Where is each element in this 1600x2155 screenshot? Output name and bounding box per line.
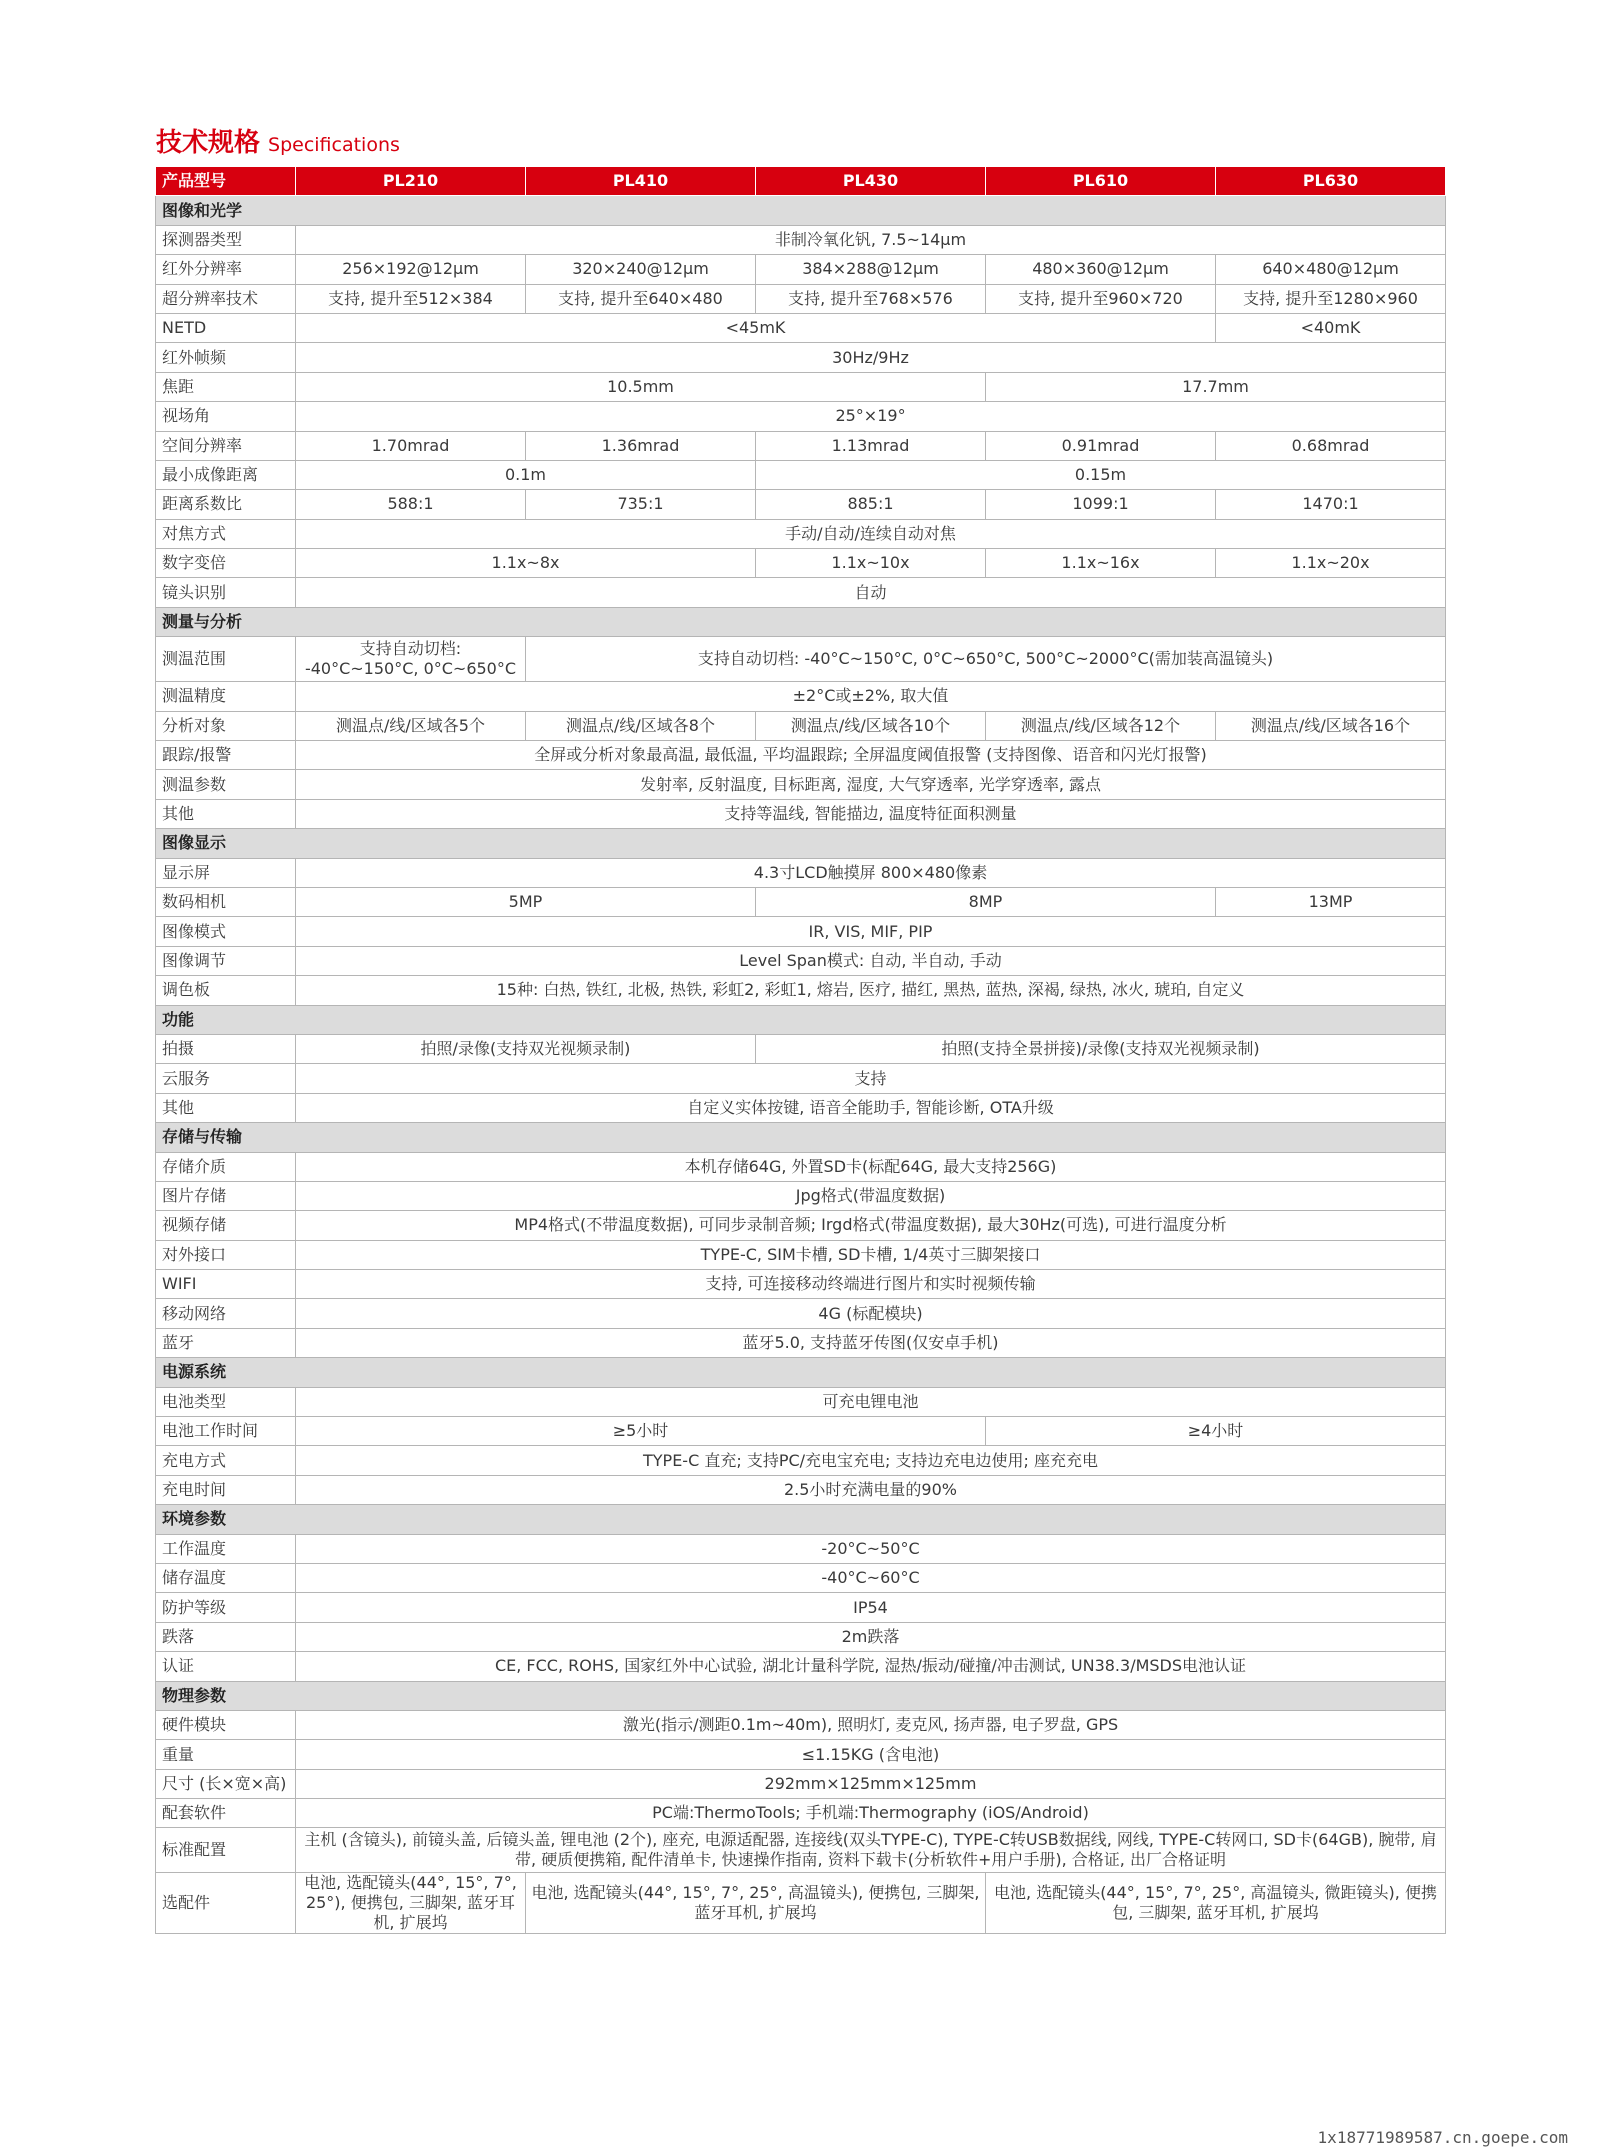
spec-value: 256×192@12μm [296, 255, 526, 284]
spec-label: 探测器类型 [156, 225, 296, 254]
spec-row [156, 1534, 1446, 1563]
spec-row [156, 1799, 1446, 1828]
spec-row [156, 1152, 1446, 1181]
spec-label: 其他 [156, 799, 296, 828]
spec-label: 储存温度 [156, 1563, 296, 1592]
spec-row [156, 741, 1446, 770]
spec-label: 蓝牙 [156, 1328, 296, 1357]
spec-label: 数字变倍 [156, 549, 296, 578]
spec-value: TYPE-C, SIM卡槽, SD卡槽, 1/4英寸三脚架接口 [296, 1240, 1446, 1269]
section-title: 图像显示 [156, 829, 1446, 858]
spec-value: 0.1m [296, 460, 756, 489]
spec-label: WIFI [156, 1270, 296, 1299]
spec-row [156, 549, 1446, 578]
spec-value: 292mm×125mm×125mm [296, 1769, 1446, 1798]
spec-value: 支持自动切档: -40°C~150°C, 0°C~650°C [296, 637, 526, 682]
spec-value: Jpg格式(带温度数据) [296, 1181, 1446, 1210]
section-title: 物理参数 [156, 1681, 1446, 1710]
spec-value: MP4格式(不带温度数据), 可同步录制音频; Irgd格式(带温度数据), 最大30Hz(可选), 可进行温度分析 [296, 1211, 1446, 1240]
spec-label: 图像模式 [156, 917, 296, 946]
spec-row [156, 578, 1446, 607]
spec-value: 电池, 选配镜头(44°, 15°, 7°, 25°), 便携包, 三脚架, 蓝牙耳机, 扩展坞 [296, 1873, 526, 1934]
spec-label: 防护等级 [156, 1593, 296, 1622]
spec-table [155, 166, 1446, 1934]
spec-value: <45mK [296, 313, 1216, 342]
spec-value: 2.5小时充满电量的90% [296, 1475, 1446, 1504]
model-name: PL430 [756, 167, 986, 196]
spec-value: 384×288@12μm [756, 255, 986, 284]
spec-value: 1.70mrad [296, 431, 526, 460]
spec-value: 测温点/线/区域各8个 [526, 711, 756, 740]
spec-row [156, 1211, 1446, 1240]
spec-label: 充电时间 [156, 1475, 296, 1504]
spec-label: 认证 [156, 1652, 296, 1681]
spec-row [156, 313, 1446, 342]
section-title: 存储与传输 [156, 1123, 1446, 1152]
spec-row [156, 711, 1446, 740]
spec-value: 735:1 [526, 490, 756, 519]
spec-label: 重量 [156, 1740, 296, 1769]
spec-value: 10.5mm [296, 372, 986, 401]
spec-label: 跌落 [156, 1622, 296, 1651]
spec-label: 测温参数 [156, 770, 296, 799]
spec-value: 拍照/录像(支持双光视频录制) [296, 1034, 756, 1063]
spec-row [156, 1299, 1446, 1328]
spec-row [156, 1270, 1446, 1299]
spec-value: 885:1 [756, 490, 986, 519]
model-name: PL410 [526, 167, 756, 196]
spec-row [156, 976, 1446, 1005]
spec-value: ±2°C或±2%, 取大值 [296, 682, 1446, 711]
spec-label: 充电方式 [156, 1446, 296, 1475]
spec-value: IP54 [296, 1593, 1446, 1622]
spec-label: NETD [156, 313, 296, 342]
title-cn: 技术规格 [156, 128, 261, 158]
spec-value: 电池, 选配镜头(44°, 15°, 7°, 25°, 高温镜头, 微距镜头), 便携包, 三脚架, 蓝牙耳机, 扩展坞 [986, 1873, 1446, 1934]
spec-value: -20°C~50°C [296, 1534, 1446, 1563]
spec-value: 自动 [296, 578, 1446, 607]
spec-row [156, 1710, 1446, 1739]
spec-row [156, 490, 1446, 519]
spec-value: 测温点/线/区域各5个 [296, 711, 526, 740]
spec-row [156, 887, 1446, 916]
spec-value: 支持自动切档: -40°C~150°C, 0°C~650°C, 500°C~2000°C(需加装高温镜头) [526, 637, 1446, 682]
spec-value: 1.1x~10x [756, 549, 986, 578]
spec-value: 1.13mrad [756, 431, 986, 460]
spec-row [156, 343, 1446, 372]
spec-value: 0.91mrad [986, 431, 1216, 460]
spec-value: IR, VIS, MIF, PIP [296, 917, 1446, 946]
spec-value: 8MP [756, 887, 1216, 916]
spec-value: 1.1x~16x [986, 549, 1216, 578]
watermark-url: 1x18771989587.cn.goepe.com [1317, 2128, 1568, 2147]
spec-label: 测温范围 [156, 637, 296, 682]
spec-value: 4G (标配模块) [296, 1299, 1446, 1328]
spec-row [156, 1328, 1446, 1357]
spec-row [156, 1873, 1446, 1934]
spec-row [156, 1181, 1446, 1210]
spec-value: 手动/自动/连续自动对焦 [296, 519, 1446, 548]
spec-row [156, 431, 1446, 460]
spec-label: 移动网络 [156, 1299, 296, 1328]
spec-label: 显示屏 [156, 858, 296, 887]
spec-row [156, 1093, 1446, 1122]
spec-value: 0.15m [756, 460, 1446, 489]
spec-value: 支持, 可连接移动终端进行图片和实时视频传输 [296, 1270, 1446, 1299]
spec-label: 跟踪/报警 [156, 741, 296, 770]
model-name: PL610 [986, 167, 1216, 196]
spec-label: 测温精度 [156, 682, 296, 711]
spec-label: 距离系数比 [156, 490, 296, 519]
spec-value: 588:1 [296, 490, 526, 519]
spec-value: 可充电锂电池 [296, 1387, 1446, 1416]
spec-value: 拍照(支持全景拼接)/录像(支持双光视频录制) [756, 1034, 1446, 1063]
spec-value: 0.68mrad [1216, 431, 1446, 460]
spec-value: 5MP [296, 887, 756, 916]
spec-label: 图片存储 [156, 1181, 296, 1210]
spec-row [156, 284, 1446, 313]
spec-value: 电池, 选配镜头(44°, 15°, 7°, 25°, 高温镜头), 便携包, 三脚架, 蓝牙耳机, 扩展坞 [526, 1873, 986, 1934]
spec-value: 主机 (含镜头), 前镜头盖, 后镜头盖, 锂电池 (2个), 座充, 电源适配器, 连接线(双头TYPE-C), TYPE-C转USB数据线, 网线, TYPE-C转网口, SD卡(64GB), 腕带, 肩带, 硬质便携箱, 配件清单卡, 快速操作指南, 资料下载卡(分析软件+用户手册), 合格证, 出厂合格证明 [296, 1828, 1446, 1873]
model-name: PL630 [1216, 167, 1446, 196]
spec-row [156, 1064, 1446, 1093]
spec-row [156, 1769, 1446, 1798]
spec-value: 17.7mm [986, 372, 1446, 401]
spec-value: 支持, 提升至512×384 [296, 284, 526, 313]
section-title: 图像和光学 [156, 196, 1446, 225]
section-row [156, 196, 1446, 225]
spec-value: 测温点/线/区域各16个 [1216, 711, 1446, 740]
spec-value: 本机存储64G, 外置SD卡(标配64G, 最大支持256G) [296, 1152, 1446, 1181]
spec-label: 最小成像距离 [156, 460, 296, 489]
spec-value: 1.1x~20x [1216, 549, 1446, 578]
spec-value: 1.1x~8x [296, 549, 756, 578]
spec-value: ≤1.15KG (含电池) [296, 1740, 1446, 1769]
spec-label: 云服务 [156, 1064, 296, 1093]
spec-value: 发射率, 反射温度, 目标距离, 湿度, 大气穿透率, 光学穿透率, 露点 [296, 770, 1446, 799]
spec-row [156, 1828, 1446, 1873]
spec-value: 4.3寸LCD触摸屏 800×480像素 [296, 858, 1446, 887]
spec-value: 自定义实体按键, 语音全能助手, 智能诊断, OTA升级 [296, 1093, 1446, 1122]
spec-value: 蓝牙5.0, 支持蓝牙传图(仅安卓手机) [296, 1328, 1446, 1357]
section-row [156, 1123, 1446, 1152]
spec-row [156, 682, 1446, 711]
spec-value: 激光(指示/测距0.1m~40m), 照明灯, 麦克风, 扬声器, 电子罗盘, GPS [296, 1710, 1446, 1739]
spec-value: ≥4小时 [986, 1417, 1446, 1446]
spec-label: 电池工作时间 [156, 1417, 296, 1446]
spec-value: 640×480@12μm [1216, 255, 1446, 284]
spec-row [156, 1387, 1446, 1416]
spec-value: <40mK [1216, 313, 1446, 342]
spec-value: 13MP [1216, 887, 1446, 916]
spec-label: 标准配置 [156, 1828, 296, 1873]
spec-row [156, 1622, 1446, 1651]
header-row [156, 167, 1446, 196]
spec-value: 支持, 提升至960×720 [986, 284, 1216, 313]
spec-value: Level Span模式: 自动, 半自动, 手动 [296, 946, 1446, 975]
spec-row [156, 1652, 1446, 1681]
spec-value: 支持 [296, 1064, 1446, 1093]
section-row [156, 1358, 1446, 1387]
spec-row [156, 372, 1446, 401]
spec-row [156, 225, 1446, 254]
spec-value: -40°C~60°C [296, 1563, 1446, 1592]
spec-label: 空间分辨率 [156, 431, 296, 460]
section-row [156, 1005, 1446, 1034]
spec-row [156, 637, 1446, 682]
spec-label: 焦距 [156, 372, 296, 401]
spec-label: 镜头识别 [156, 578, 296, 607]
section-title: 环境参数 [156, 1505, 1446, 1534]
spec-row [156, 858, 1446, 887]
title-en: Specifications [268, 134, 400, 156]
spec-value: 测温点/线/区域各12个 [986, 711, 1216, 740]
model-name: PL210 [296, 167, 526, 196]
spec-label: 配套软件 [156, 1799, 296, 1828]
spec-row [156, 770, 1446, 799]
spec-value: 支持等温线, 智能描边, 温度特征面积测量 [296, 799, 1446, 828]
page-title [156, 122, 400, 159]
section-title: 测量与分析 [156, 607, 1446, 636]
spec-row [156, 1593, 1446, 1622]
spec-label: 视频存储 [156, 1211, 296, 1240]
section-row [156, 607, 1446, 636]
spec-label: 尺寸 (长×宽×高) [156, 1769, 296, 1798]
spec-label: 其他 [156, 1093, 296, 1122]
spec-value: 15种: 白热, 铁红, 北极, 热铁, 彩虹2, 彩虹1, 熔岩, 医疗, 描红, 黑热, 蓝热, 深褐, 绿热, 冰火, 琥珀, 自定义 [296, 976, 1446, 1005]
spec-label: 图像调节 [156, 946, 296, 975]
spec-value: 320×240@12μm [526, 255, 756, 284]
spec-label: 对外接口 [156, 1240, 296, 1269]
spec-label: 红外分辨率 [156, 255, 296, 284]
spec-value: 480×360@12μm [986, 255, 1216, 284]
spec-value: ≥5小时 [296, 1417, 986, 1446]
spec-label: 红外帧频 [156, 343, 296, 372]
spec-value: 25°×19° [296, 402, 1446, 431]
spec-label: 分析对象 [156, 711, 296, 740]
section-row [156, 829, 1446, 858]
spec-value: 支持, 提升至640×480 [526, 284, 756, 313]
spec-row [156, 255, 1446, 284]
spec-label: 硬件模块 [156, 1710, 296, 1739]
header-label: 产品型号 [156, 167, 296, 196]
spec-label: 工作温度 [156, 1534, 296, 1563]
spec-row [156, 1417, 1446, 1446]
spec-row [156, 402, 1446, 431]
spec-value: TYPE-C 直充; 支持PC/充电宝充电; 支持边充电边使用; 座充充电 [296, 1446, 1446, 1475]
spec-value: 2m跌落 [296, 1622, 1446, 1651]
section-title: 功能 [156, 1005, 1446, 1034]
spec-value: 1.36mrad [526, 431, 756, 460]
spec-value: 1099:1 [986, 490, 1216, 519]
spec-row [156, 946, 1446, 975]
spec-row [156, 1740, 1446, 1769]
spec-row [156, 1034, 1446, 1063]
section-title: 电源系统 [156, 1358, 1446, 1387]
spec-label: 调色板 [156, 976, 296, 1005]
section-row [156, 1681, 1446, 1710]
spec-row [156, 460, 1446, 489]
spec-label: 电池类型 [156, 1387, 296, 1416]
spec-label: 视场角 [156, 402, 296, 431]
spec-value: 非制冷氧化钒, 7.5~14μm [296, 225, 1446, 254]
spec-row [156, 917, 1446, 946]
spec-value: 30Hz/9Hz [296, 343, 1446, 372]
spec-value: 全屏或分析对象最高温, 最低温, 平均温跟踪; 全屏温度阈值报警 (支持图像、语音和闪光灯报警) [296, 741, 1446, 770]
spec-label: 对焦方式 [156, 519, 296, 548]
spec-row [156, 519, 1446, 548]
spec-row [156, 799, 1446, 828]
spec-row [156, 1446, 1446, 1475]
spec-value: CE, FCC, ROHS, 国家红外中心试验, 湖北计量科学院, 湿热/振动/碰撞/冲击测试, UN38.3/MSDS电池认证 [296, 1652, 1446, 1681]
spec-value: PC端:ThermoTools; 手机端:Thermography (iOS/Android) [296, 1799, 1446, 1828]
spec-label: 拍摄 [156, 1034, 296, 1063]
spec-label: 超分辨率技术 [156, 284, 296, 313]
spec-label: 数码相机 [156, 887, 296, 916]
spec-label: 选配件 [156, 1873, 296, 1934]
spec-value: 1470:1 [1216, 490, 1446, 519]
section-row [156, 1505, 1446, 1534]
spec-value: 支持, 提升至768×576 [756, 284, 986, 313]
spec-row [156, 1240, 1446, 1269]
spec-row [156, 1475, 1446, 1504]
spec-value: 支持, 提升至1280×960 [1216, 284, 1446, 313]
spec-value: 测温点/线/区域各10个 [756, 711, 986, 740]
spec-row [156, 1563, 1446, 1592]
spec-label: 存储介质 [156, 1152, 296, 1181]
